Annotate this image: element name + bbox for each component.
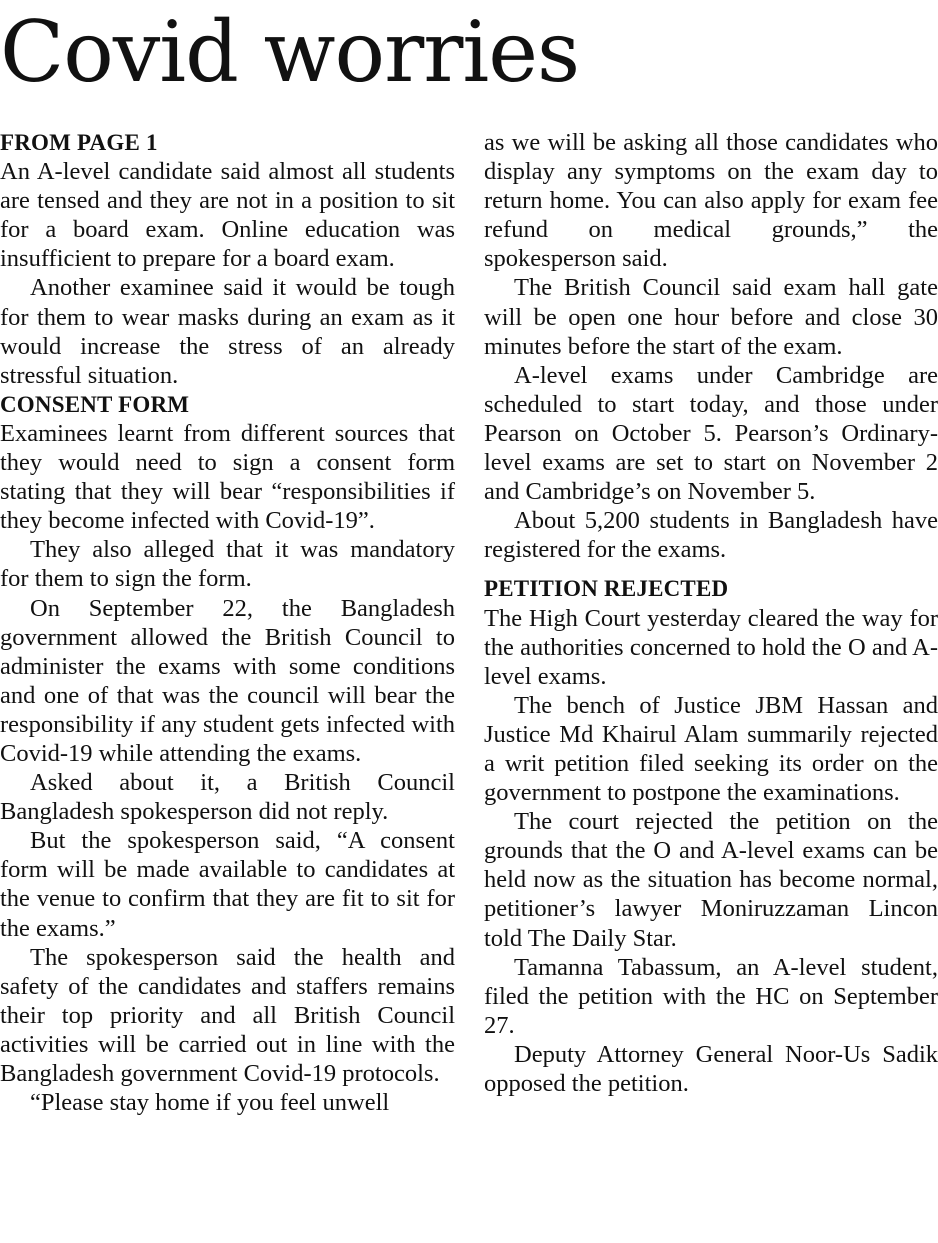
kicker-from-page-1: FROM PAGE 1 xyxy=(0,130,158,155)
subhead-consent-form: CONSENT FORM xyxy=(0,391,190,417)
paragraph: The British Council said exam hall gate will be open one hour before and close 30 minutes before the start of the exam. xyxy=(484,274,938,360)
paragraph: The bench of Justice JBM Hassan and Justice Md Khairul Alam summarily rejected a writ petition filed seeking its order on the government to postpone the examinations. xyxy=(484,691,938,807)
subhead-petition-rejected: PETITION REJECTED xyxy=(484,576,729,602)
paragraph: The court rejected the petition on the grounds that the O and A-level exams can be held now as the situation has become normal, petitioner’s lawyer Moniruzzaman Lincon told The Daily Star. xyxy=(484,808,938,952)
paragraph: On September 22, the Bangladesh government allowed the British Council to administer the exams with some conditions and one of that was the council will bear the responsibility if any student gets infected with Covid-19 while attending the exams. xyxy=(0,594,455,767)
headline: Covid worries xyxy=(0,3,580,101)
paragraph: They also alleged that it was mandatory for them to sign the form. xyxy=(0,536,455,593)
paragraph: A-level exams under Cambridge are scheduled to start today, and those under Pearson on October 5. Pearson’s Ordinary-level exams are set to start on November 2 and Cambridge’s on November 5. xyxy=(484,361,938,506)
paragraph: Examinees learnt from different sources that they would need to sign a consent form stating that they will bear “responsibilities if they become infected with Covid-19”. xyxy=(0,419,455,535)
article-column-left xyxy=(0,128,455,1117)
paragraph: The spokesperson said the health and safety of the candidates and staffers remains their top priority and all British Council activities will be carried out in line with the Bangladesh government Covid-19 protocols. xyxy=(0,943,455,1087)
paragraph: An A-level candidate said almost all students are tensed and they are not in a position to sit for a board exam. Online education was insufficient to prepare for a board exam. xyxy=(0,158,455,273)
paragraph: Tamanna Tabassum, an A-level student, filed the petition with the HC on September 27. xyxy=(484,953,938,1039)
paragraph-continues: “Please stay home if you feel unwell xyxy=(30,1089,390,1117)
paragraph: About 5,200 students in Bangladesh have registered for the exams. xyxy=(484,507,938,564)
article-column-right xyxy=(484,128,938,1098)
paragraph: Another examinee said it would be tough for them to wear masks during an exam as it would increase the stress of an already stressful situation. xyxy=(0,274,455,389)
paragraph: But the spokesperson said, “A consent form will be made available to candidates at the venue to confirm that they are fit to sit for the exams.” xyxy=(0,827,455,942)
paragraph-continued: as we will be asking all those candidates who display any symptoms on the exam day to return home. You can also apply for exam fee refund on medical grounds,” the spokesperson said. xyxy=(484,129,938,273)
paragraph: Deputy Attorney General Noor-Us Sadik opposed the petition. xyxy=(484,1040,938,1097)
paragraph: Asked about it, a British Council Bangladesh spokesperson did not reply. xyxy=(0,769,455,826)
paragraph: The High Court yesterday cleared the way for the authorities concerned to hold the O and A-level exams. xyxy=(484,604,938,690)
